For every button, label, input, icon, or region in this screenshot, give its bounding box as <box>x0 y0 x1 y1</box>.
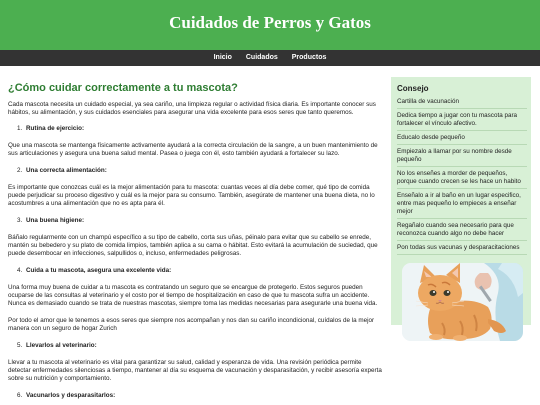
tip-body <box>8 142 384 158</box>
nav-links <box>0 50 540 66</box>
site-title: Cuidados de Perros y Gatos <box>169 13 371 32</box>
tip-paragraph: Una forma muy buena de cuidar a tu mascota es contratando un seguro que se encargue de protegerlo. Estos seguros pueden ocuparse de las consultas al veterinario y el costo por el tiempo de hospitalización en caso de que tu mascota sufra un accidente. Nunca es demasiado cuando se trata de nuestras mascotas, siempre toma las medidas necesarias para asegurarle una buena vida. <box>8 284 378 307</box>
tip-item <box>8 392 384 400</box>
advice-item: Pon todas sus vacunas y desparacitaciones <box>397 244 527 255</box>
article-intro: Cada mascota necesita un cuidado especial, ya sea cariño, una limpieza regular o actividad física diaria. Es importante conocer sus hábitos, su alimentación, y sus cuidados esenciales para asegurar una vida excelente para esos seres que tanto queremos. <box>8 101 376 116</box>
tip-title: Cuida a tu mascota, asegura una excelente vida: <box>26 267 172 274</box>
tip-paragraph: Báñalo regularmente con un champú específico a su tipo de cabello, corta sus uñas, péinalo para evitar que su cabello se enrede, mantén su bebedero y su plato de comida limpios, también aplica a su cama o hábitat. Esto evitará la acumulación de suciedad, que puede desembocar en infecciones, salpullidos o, incluso, enfermedades peligrosas. <box>8 234 378 257</box>
main-nav <box>0 50 540 66</box>
tip-body <box>8 234 384 258</box>
tip-number: 2. <box>17 167 23 174</box>
tip-item <box>8 267 384 333</box>
nav-link-productos[interactable]: Productos <box>291 54 327 61</box>
nav-link-cuidados[interactable]: Cuidados <box>245 54 278 61</box>
advice-list <box>397 98 527 258</box>
tip-number: 6. <box>17 392 23 399</box>
tip-paragraph: Llevar a tu mascota al veterinario es vital para garantizar su salud, calidad y esperanza de vida. Una revisión periódica permite detectar enfermedades silenciosas a tiempo, mantener al día su esquema de vacunación y desparasitación, y recibir asesoría experta sobre su nutrición y comportamiento. <box>8 359 382 382</box>
advice-item: Educalo desde pequeño <box>397 134 527 145</box>
nav-link-inicio[interactable]: Inicio <box>213 54 232 61</box>
site-header <box>0 0 540 50</box>
tip-item <box>8 217 384 258</box>
tip-body <box>8 284 384 333</box>
tip-number: 1. <box>17 125 23 132</box>
tips-list <box>8 125 384 400</box>
tip-item <box>8 125 384 158</box>
kitten-photo-icon <box>402 263 523 341</box>
tip-title: Llevarlos al veterinario: <box>26 342 97 349</box>
main-content <box>8 66 384 405</box>
tip-title: Vacunarlos y desparasitarlos: <box>26 392 116 399</box>
advice-item: Regañalo cuando sea necesario para que reconozca cuando algo no debe hacer <box>397 222 527 241</box>
sidebar-title: Consejo <box>397 84 429 93</box>
kitten-image <box>402 263 523 341</box>
tip-item <box>8 167 384 208</box>
tip-body <box>8 359 384 383</box>
article-heading: ¿Cómo cuidar correctamente a tu mascota? <box>8 82 238 94</box>
tip-paragraph: Que una mascota se mantenga físicamente activamente ayudará a la correcta circulación de la sangre, a un buen mantenimiento de sus articulaciones y asegura una buena salud mental. Pasea o juega con él, esto también ayudará a fortalecer su lazo. <box>8 142 378 157</box>
advice-item: Empiezalo a llamar por su nombre desde pequeño <box>397 148 527 167</box>
tip-title: Rutina de ejercicio: <box>26 125 85 132</box>
tip-number: 3. <box>17 217 23 224</box>
tip-title: Una buena higiene: <box>26 217 85 224</box>
tip-body <box>8 184 384 208</box>
advice-item: Cartilla de vacunación <box>397 98 527 109</box>
tip-paragraph: Por todo el amor que le tenemos a esos seres que siempre nos acompañan y nos dan su cariño incondicional, cuídalos de la mejor manera con un seguro de hogar Zurich <box>8 317 375 332</box>
advice-item: Enseñalo a ir al baño en un lugar especifico, entre mas pequeño lo empieces a enseñar mejor <box>397 192 527 219</box>
tip-paragraph: Es importante que conozcas cuál es la mejor alimentación para tu mascota: cuantas veces al día debe comer, qué tipo de comida puede perjudicar su proceso digestivo y cuál es la mejor para su consumo. También, asegúrate de mantener una buena dieta, no lo acostumbres a una alimentación que no es apta para él. <box>8 184 375 207</box>
tip-item <box>8 342 384 383</box>
tip-title: Una correcta alimentación: <box>26 167 107 174</box>
advice-item: Dedica tiempo a jugar con tu mascota para fortalecer el vínculo afectivo. <box>397 112 527 131</box>
tip-number: 5. <box>17 342 23 349</box>
advice-item: No los enseñes a morder de pequeños, porque cuando crecen se les hace un habito <box>397 170 527 189</box>
tip-number: 4. <box>17 267 23 274</box>
